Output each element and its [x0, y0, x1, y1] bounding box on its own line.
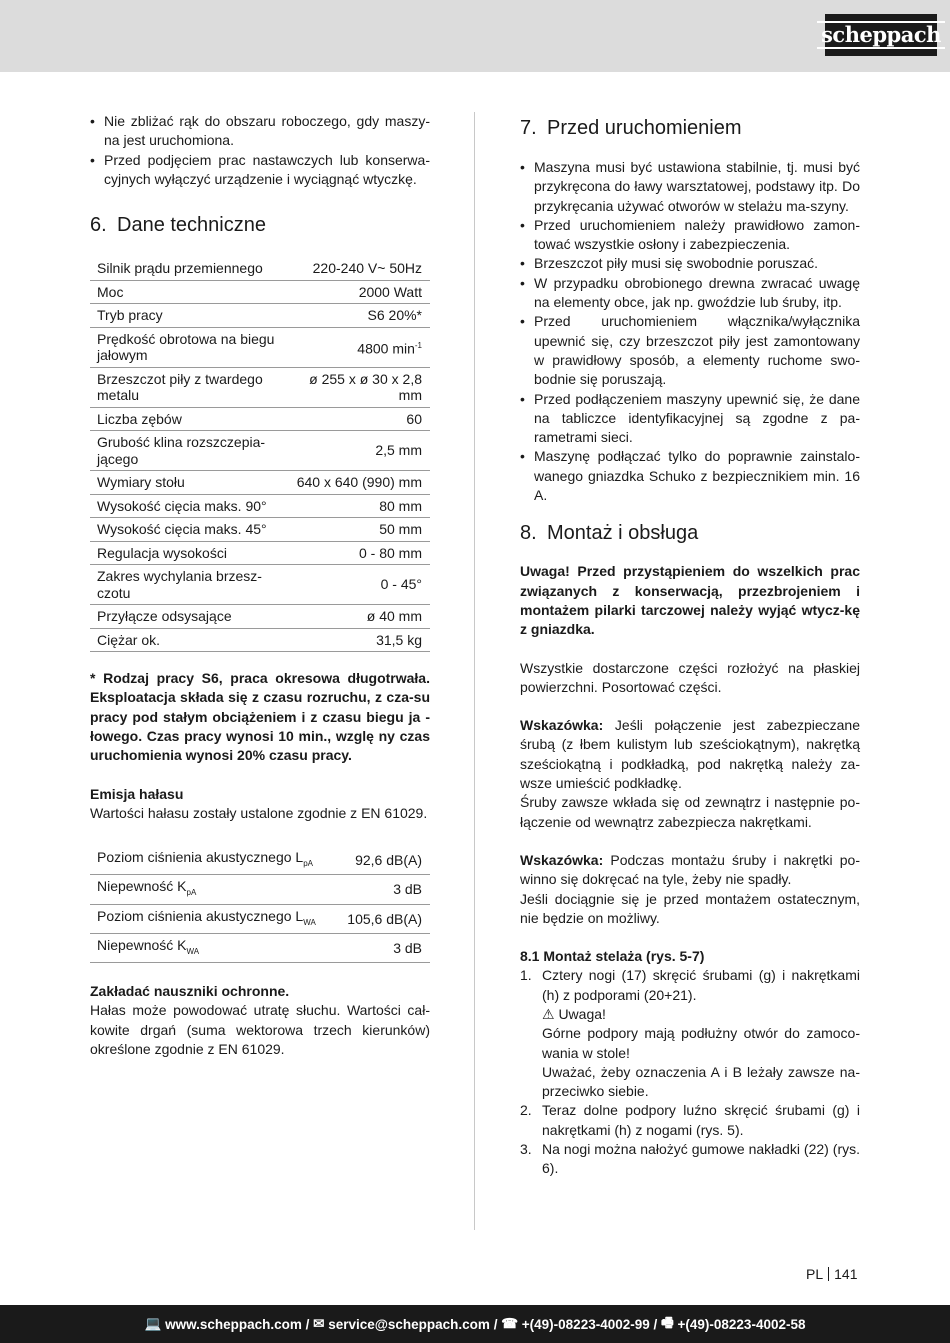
note-1: Wskazówka: Jeśli połączenie jest zabezpieczane śrubą (z łbem kulistym lub sześciokątnym), nakrętką sześciokątną i podkładką, pod nakrętką należy za-wsze umieścić podkładkę.: [520, 717, 860, 792]
list-item: 1. Cztery nogi (17) skręcić śrubami (g) i nakrętkami (h) z podporami (20+21). ⚠ Uwaga! Górne podpory mają podłużny otwór do zamoco-wania w stole! Uważać, żeby oznaczenia A i B leżały zawsze na-przeciwko siebie.: [520, 966, 860, 1101]
emission-heading: Emisja hałasu: [90, 785, 184, 802]
phone-icon: ☎: [501, 1316, 522, 1331]
ear-protection-heading: Zakładać nauszniki ochronne.: [90, 983, 290, 1000]
noise-table: [90, 846, 430, 963]
fax-icon: 🖷: [661, 1314, 678, 1330]
section-6-heading: 6. Dane techniczne: [90, 214, 266, 237]
footer-band: 💻 www.scheppach.com / ✉ service@scheppach.com / ☎ +(49)-08223-4002-99 / 🖷 +(49)-08223-4002-58: [0, 1305, 950, 1343]
table-row: Wymiary stołu 640 x 640 (990) mm: [90, 471, 430, 495]
list-item: • Przed uruchomieniem należy prawidłowo zamon-tować wszystkie osłony i zabezpieczenia.: [520, 216, 860, 253]
logo-text: scheppach: [817, 21, 945, 49]
right-column: [520, 112, 860, 1179]
intro-bullets: [90, 112, 430, 189]
table-row: Regulacja wysokości 0 - 80 mm: [90, 541, 430, 565]
list-item: • Maszynę podłączać tylko do poprawnie zainstalo-wanego gniazdka Schuko z bezpiecznikiem min. 16 A.: [520, 448, 860, 504]
table-row: Ciężar ok. 31,5 kg: [90, 628, 430, 652]
note-2: Wskazówka: Podczas montażu śruby i nakrętki po-winno się dokręcać na tyle, żeby nie spadły.: [520, 851, 860, 888]
table-row: Silnik prądu przemiennego 220-240 V~ 50Hz: [90, 257, 430, 280]
list-item: 3. Na nogi można nałożyć gumowe nakładki (22) (rys. 6).: [520, 1141, 860, 1177]
table-row: Przyłącze odsysające ø 40 mm: [90, 605, 430, 629]
section-7-heading: 7. Przed uruchomieniem: [520, 117, 742, 139]
header-band: [0, 0, 950, 72]
step-note: Górne podpory mają podłużny otwór do zamoco-wania w stole!: [542, 1025, 860, 1061]
list-item: • W przypadku obrobionego drewna zwracać uwagę na elementy obce, jak np. gwoździe lub śruby, itp.: [520, 274, 860, 311]
table-row: Brzeszczot piły z twardego metalu ø 255 x ø 30 x 2,8 mm: [90, 367, 430, 407]
list-item: • Przed podłączeniem maszyny upewnić się, że dane na tabliczce identyfikacyjnej są zgodne z pa-rametrami sieci.: [520, 390, 860, 446]
table-row: Poziom ciśnienia akustycznego $L_{WA}$ 105,6 dB(A): [90, 904, 430, 933]
table-row: Wysokość cięcia maks. 45° 50 mm: [90, 518, 430, 542]
table-row: Niepewność $K_{WA}$ 3 dB: [90, 933, 430, 962]
computer-icon: 💻: [144, 1316, 166, 1331]
list-item: 2. Teraz dolne podpory luźno skręcić śrubami (g) i nakrętkami (h) z nogami (rys. 5).: [520, 1102, 860, 1138]
list-item: • Maszyna musi być ustawiona stabilnie, tj. musi być przykręcona do ławy warsztatowej, podstawy itp. Do przykręcania używać otworów w stelażu ma-szyny.: [520, 159, 860, 214]
parts-text: Wszystkie dostarczone części rozłożyć na płaskiej powierzchni. Posortować części.: [520, 659, 860, 695]
subsection-8-1-heading: 8.1 Montaż stelaża (rys. 5-7): [520, 948, 705, 965]
assembly-steps: [520, 966, 860, 1178]
warning-line: ⚠ Uwaga!: [542, 1005, 606, 1022]
note-2-continued: Jeśli dociągnie się je przed montażem ostatecznym, nie będzie on możliwy.: [520, 890, 860, 926]
section-7-bullets: [520, 158, 860, 505]
table-row: Poziom ciśnienia akustycznego $L_{pA}$ 92,6 dB(A): [90, 846, 430, 875]
spec-table: [90, 257, 430, 652]
table-row: Niepewność $K_{pA}$ 3 dB: [90, 875, 430, 904]
table-row: Zakres wychylania brzesz-czotu 0 - 45°: [90, 565, 430, 605]
footer-fax: +(49)-08223-4002-58: [677, 1316, 806, 1332]
brand-logo: [821, 14, 941, 56]
list-item: • Przed uruchomieniem włącznika/wyłącznika upewnić się, czy brzeszczot piły jest zamontowany w prawidłowy sposób, a elementy ruchome swo-bodnie się poruszają.: [520, 313, 860, 388]
footer-web[interactable]: www.scheppach.com: [165, 1316, 302, 1332]
list-item: • Nie zbliżać rąk do obszaru roboczego, gdy maszy-na jest uruchomiona.: [90, 113, 430, 149]
emission-text: Wartości hałasu zostały ustalone zgodnie z EN 61029.: [90, 804, 428, 821]
table-row: Liczba zębów 60: [90, 407, 430, 431]
note-1-continued: Śruby zawsze wkłada się od zewnątrz i następnie po-łączenie od wewnątrz zabezpiecza nakrętkami.: [520, 794, 860, 830]
table-row: Grubość klina rozszczepia-jącego 2,5 mm: [90, 431, 430, 471]
list-item: • Przed podjęciem prac nastawczych lub konserwa-cyjnych wyłączyć urządzenie i wyciągnąć wtyczkę.: [90, 151, 430, 187]
assembly-warning: Uwaga! Przed przystąpieniem do wszelkich prac związanych z konserwacją, przezbrojeniem i montażem pilarki tarczowej należy wyjąć wtycz-kę z gniazdka.: [520, 563, 860, 638]
table-row: Wysokość cięcia maks. 90° 80 mm: [90, 494, 430, 518]
table-row: Tryb pracy S6 20%*: [90, 304, 430, 328]
table-row: Prędkość obrotowa na biegu jałowym 4800 $\min^{-1}$: [90, 327, 430, 367]
duty-footnote: * Rodzaj pracy S6, praca okresowa długotrwała. Eksploatacja składa się z czasu rozruchu, z cza-su pracy pod stałym obciążeniem i z czasu biegu ja - łowego. Czas pracy wynosi 10 min., wzglę ny czas uruchomienia wynosi 20% czasu pracy.: [90, 670, 430, 764]
section-8-heading: 8. Montaż i obsługa: [520, 522, 699, 545]
table-row: Moc 2000 Watt: [90, 280, 430, 304]
footer-phone: +(49)-08223-4002-99: [521, 1316, 650, 1332]
mail-icon: ✉: [313, 1316, 329, 1331]
step-note: Uważać, żeby oznaczenia A i B leżały zawsze na-przeciwko siebie.: [542, 1063, 860, 1100]
column-divider: [474, 112, 475, 1230]
footer-email[interactable]: service@scheppach.com: [328, 1316, 490, 1332]
page-number: PL 141: [806, 1266, 858, 1282]
list-item: • Brzeszczot piły musi się swobodnie poruszać.: [520, 255, 819, 272]
ear-protection-text: Hałas może powodować utratę słuchu. Wartości cał-kowite drgań (suma wektorowa trzech kierunków) określone zgodnie z EN 61029.: [90, 1002, 430, 1057]
left-column: [90, 112, 430, 1059]
